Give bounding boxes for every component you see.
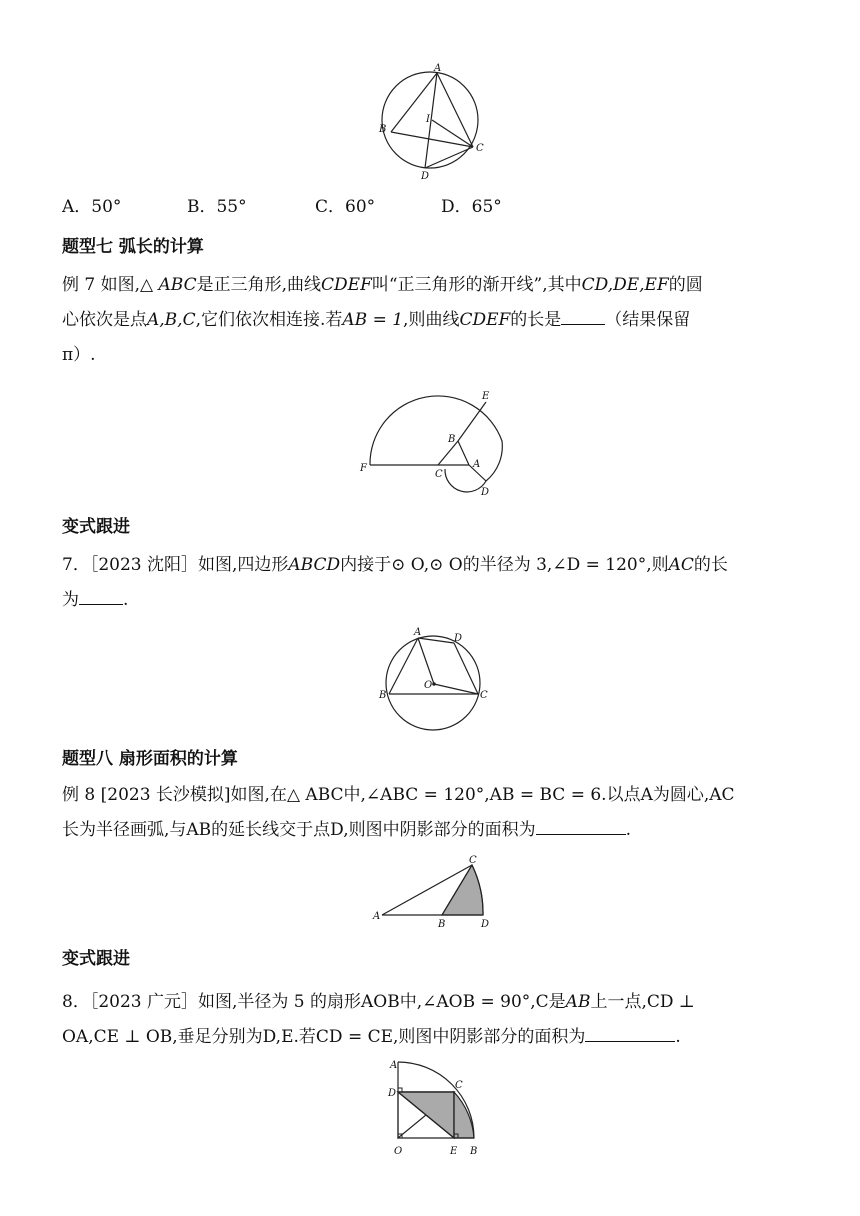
fig5-label-b: B: [470, 1146, 478, 1157]
fig1-label-d: D: [421, 171, 430, 182]
section-heading-arc-length: 题型七 弧长的计算: [62, 237, 204, 257]
fig5-label-c: C: [455, 1080, 463, 1091]
fig3-label-a: A: [414, 627, 422, 638]
fig3-label-b: B: [379, 690, 387, 701]
figure-quarter-sector-shaded: [378, 1062, 498, 1162]
choice-a[interactable]: A．50°: [62, 197, 122, 217]
fig3-label-c: C: [480, 690, 488, 701]
example-7-text: 例 7 如图,△ ABC是正三角形,曲线CDEF叫“正三角形的渐开线”,其中CD,DE,EF的圆 心依次是点A,B,C,它们依次相连接.若AB = 1,则曲线CDEF的长是 （结果保留 π）.: [62, 275, 703, 365]
fig1-label-b: B: [379, 124, 387, 135]
fig5-label-d: D: [388, 1088, 397, 1099]
fig3-label-o: O: [424, 680, 433, 691]
section-heading-variant-1: 变式跟进: [62, 517, 130, 537]
fig2-label-a: A: [473, 459, 481, 470]
fig1-label-a: A: [434, 63, 442, 74]
fig2-label-d: D: [481, 487, 490, 498]
answer-blank-7[interactable]: [561, 323, 605, 325]
fig3-label-d: D: [454, 633, 463, 644]
fig2-label-c: C: [435, 469, 443, 480]
fig4-label-a: A: [373, 911, 381, 922]
figure-circle-incenter: [370, 62, 500, 182]
fig5-label-e: E: [450, 1146, 458, 1157]
fig5-label-a: A: [390, 1060, 398, 1071]
fig4-label-c: C: [469, 855, 477, 866]
fig1-label-c: C: [476, 143, 484, 154]
figure-shaded-sector-triangle: [372, 855, 502, 935]
fig2-label-e: E: [482, 391, 490, 402]
question-8-text: 8．［2023 广元］如图,半径为 5 的扇形AOB中,∠AOB = 90°,C是AB上一点,CD ⊥ OA,CE ⊥ OB,垂足分别为D,E.若CD = CE,则图中阴影部分的面积为 .: [62, 992, 695, 1047]
fig2-label-b: B: [448, 434, 456, 445]
fig5-label-o: O: [394, 1146, 403, 1157]
choice-b[interactable]: B．55°: [187, 197, 247, 217]
figure-involute: [355, 385, 515, 500]
choice-d[interactable]: D．65°: [441, 197, 502, 217]
example-8-text: 例 8 [2023 长沙模拟]如图,在△ ABC中,∠ABC = 120°,AB = BC = 6.以点A为圆心,AC 长为半径画弧,与AB的延长线交于点D,则图中阴影部分的面积为 .: [62, 785, 735, 840]
fig1-label-i: I: [426, 114, 430, 125]
answer-blank-8[interactable]: [536, 833, 626, 835]
figure-cyclic-quadrilateral: [378, 628, 498, 733]
fig4-label-d: D: [481, 919, 490, 930]
section-heading-variant-2: 变式跟进: [62, 949, 130, 969]
answer-blank-q8[interactable]: [585, 1040, 675, 1042]
fig4-label-b: B: [438, 919, 446, 930]
question-7-text: 7．［2023 沈阳］如图,四边形ABCD内接于⊙ O,⊙ O的半径为 3,∠D = 120°,则AC的长 为 .: [62, 555, 728, 610]
answer-blank-q7[interactable]: [79, 603, 123, 605]
choice-c[interactable]: C．60°: [315, 197, 376, 217]
section-heading-sector-area: 题型八 扇形面积的计算: [62, 749, 238, 769]
fig2-label-f: F: [360, 463, 367, 474]
